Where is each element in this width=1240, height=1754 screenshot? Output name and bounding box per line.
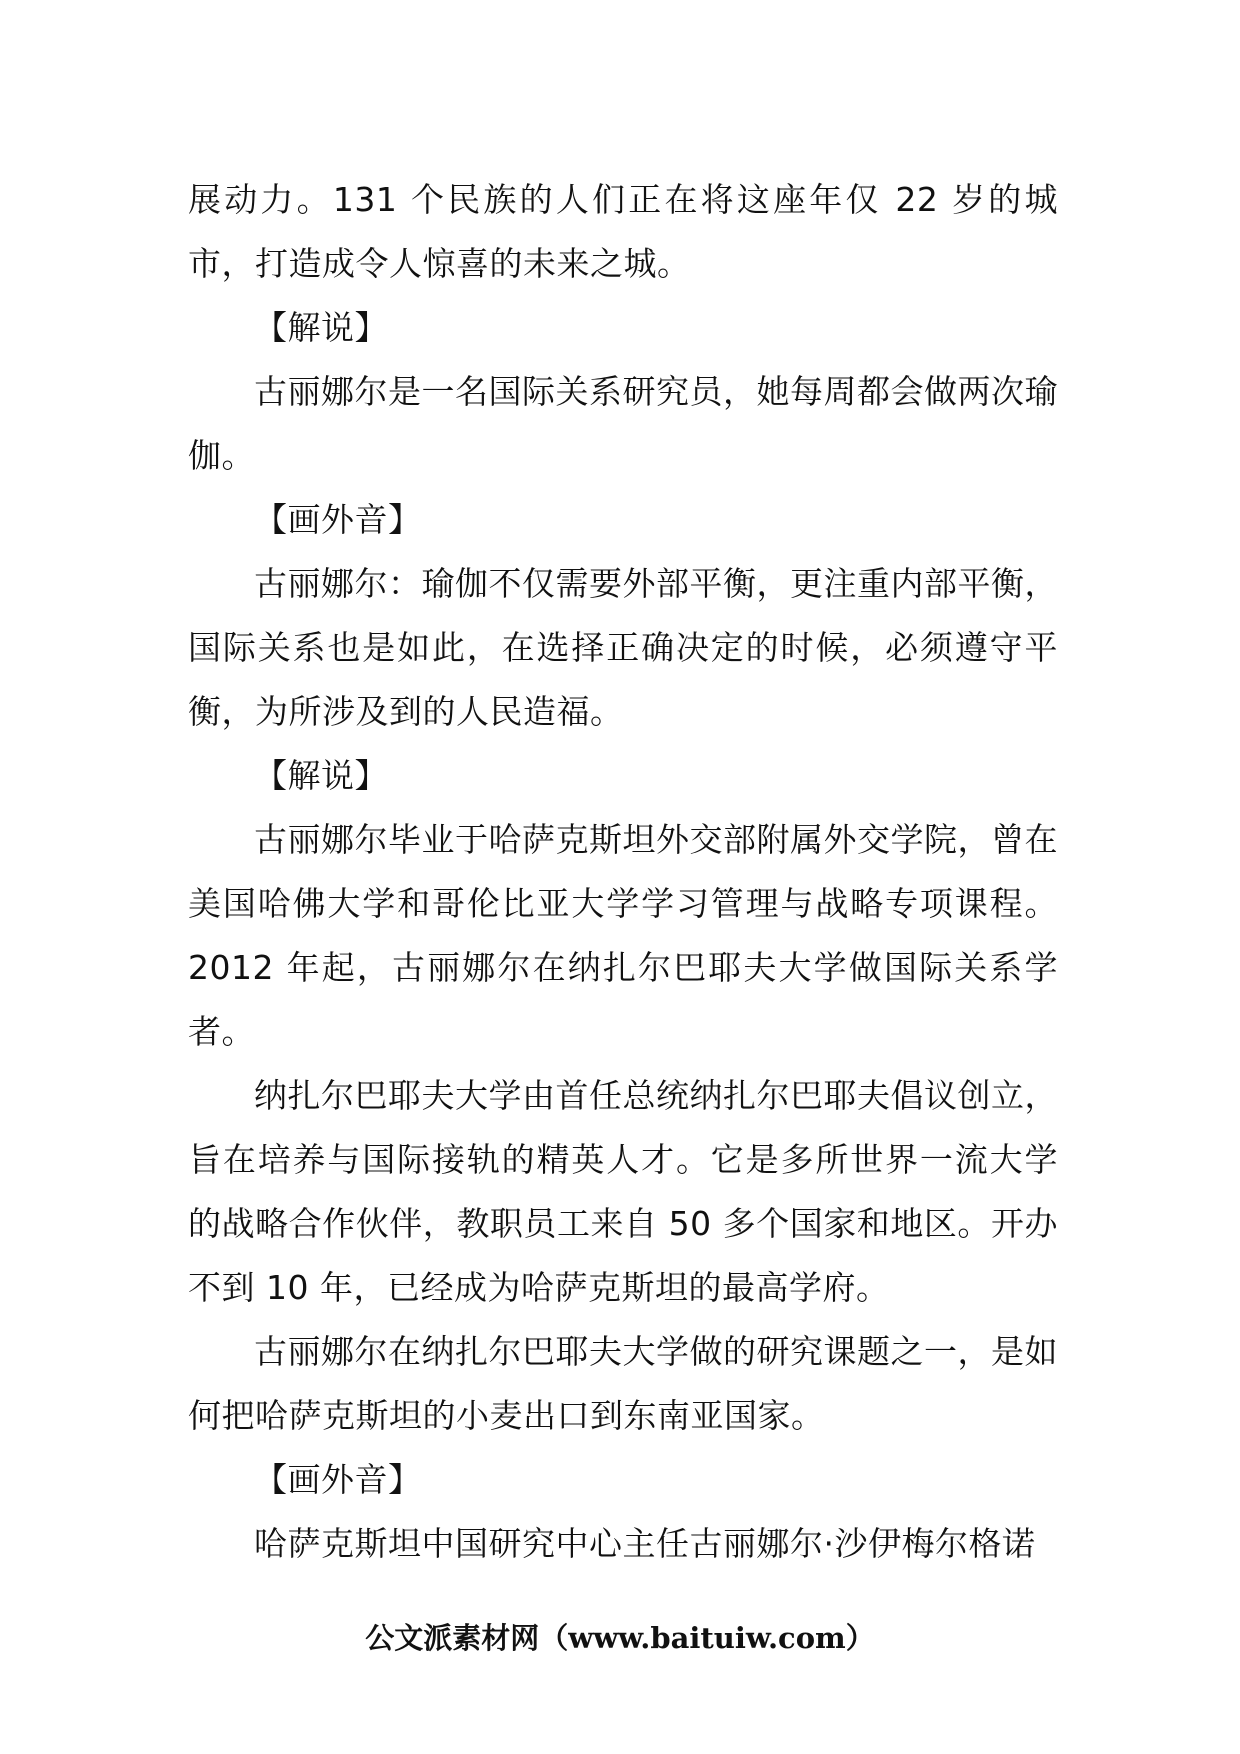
page-footer-watermark: 公文派素材网（www.baituiw.com） (365, 1621, 875, 1655)
paragraph: 纳扎尔巴耶夫大学由首任总统纳扎尔巴耶夫倡议创立，旨在培养与国际接轨的精英人才。它是多所世界一流大学的战略合作伙伴，教职员工来自 50 多个国家和地区。开办不到 10 年，已经成为哈萨克斯坦的最高学府。 (188, 1076, 1058, 1307)
paragraph: 展动力。131 个民族的人们正在将这座年仅 22 岁的城市，打造成令人惊喜的未来之城。 (188, 180, 1058, 283)
paragraph: 古丽娜尔在纳扎尔巴耶夫大学做的研究课题之一，是如何把哈萨克斯坦的小麦出口到东南亚国家。 (188, 1332, 1058, 1435)
paragraph: 古丽娜尔：瑜伽不仅需要外部平衡，更注重内部平衡，国际关系也是如此，在选择正确决定的时候，必须遵守平衡，为所涉及到的人民造福。 (188, 564, 1058, 731)
paragraph: 哈萨克斯坦中国研究中心主任古丽娜尔·沙伊梅尔格诺 (254, 1524, 1036, 1563)
section-heading: 【解说】 (254, 756, 388, 795)
section-heading: 【画外音】 (254, 1460, 422, 1499)
document-body (188, 168, 1058, 1576)
paragraph: 古丽娜尔毕业于哈萨克斯坦外交部附属外交学院，曾在美国哈佛大学和哥伦比亚大学学习管理与战略专项课程。2012 年起，古丽娜尔在纳扎尔巴耶夫大学做国际关系学者。 (188, 820, 1058, 1051)
section-heading: 【解说】 (254, 308, 388, 347)
section-heading: 【画外音】 (254, 500, 422, 539)
paragraph: 古丽娜尔是一名国际关系研究员，她每周都会做两次瑜伽。 (188, 372, 1058, 475)
